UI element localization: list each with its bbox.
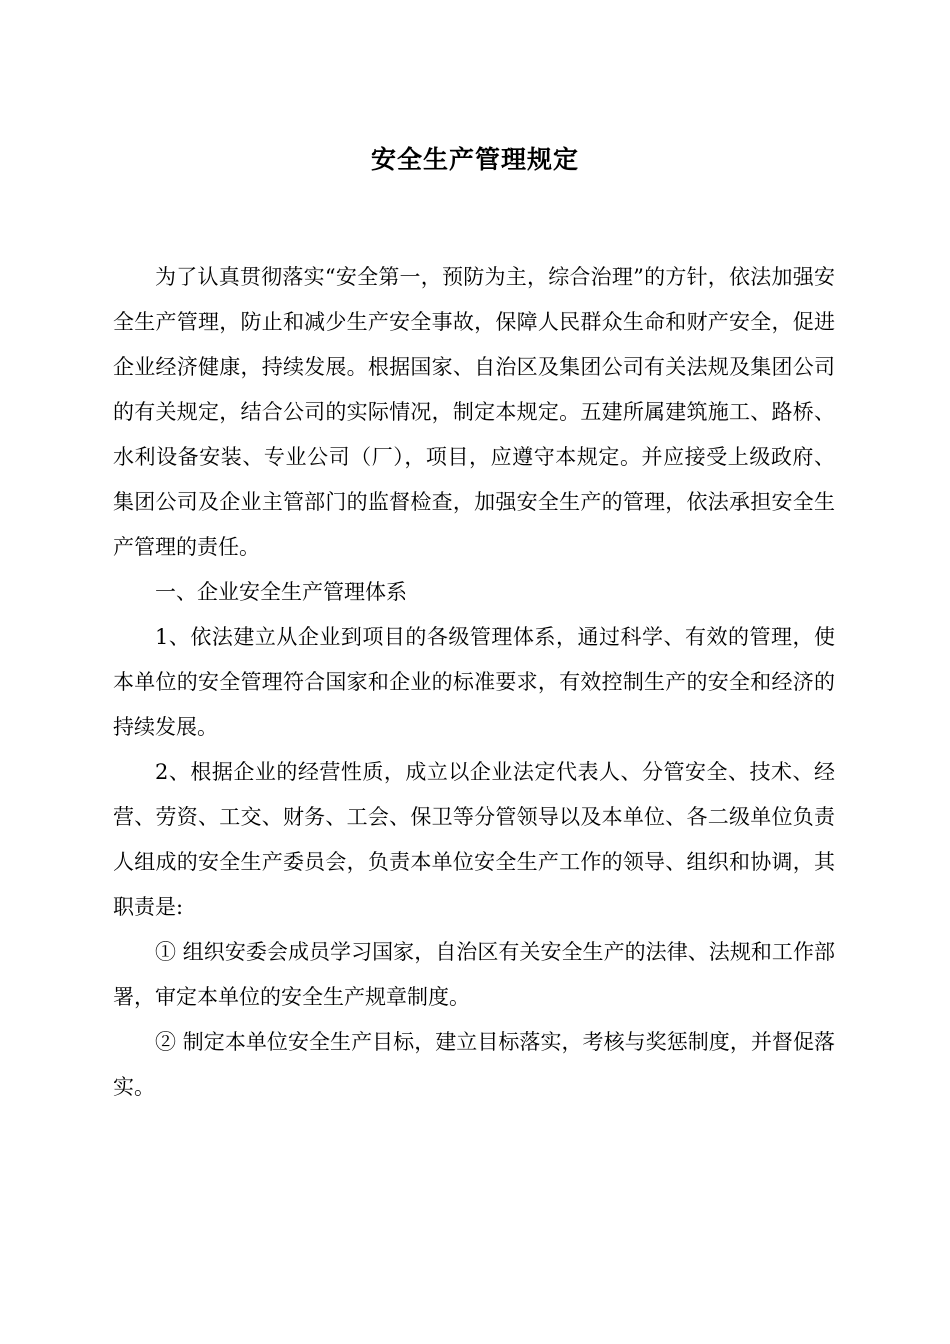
duty-item-2: ② 制定本单位安全生产目标，建立目标落实，考核与奖惩制度，并督促落实。	[113, 1030, 835, 1099]
clause-1: 1、依法建立从企业到项目的各级管理体系，通过科学、有效的管理，使本单位的安全管理符合国家和企业的标准要求，有效控制生产的安全和经济的持续发展。	[113, 625, 835, 739]
intro-paragraph: 为了认真贯彻落实“安全第一，预防为主，综合治理”的方针，依法加强安全生产管理，防止和减少生产安全事故，保障人民群众生命和财产安全，促进企业经济健康，持续发展。根据国家、自治区及集团公司有关法规及集团公司的有关规定，结合公司的实际情况，制定本规定。五建所属建筑施工、路桥、水利设备安装、专业公司（厂），项目，应遵守本规定。并应接受上级政府、集团公司及企业主管部门的监督检查，加强安全生产的管理，依法承担安全生产管理的责任。	[113, 265, 835, 559]
section-heading-1: 一、企业安全生产管理体系	[155, 580, 407, 604]
duty-item-1: ① 组织安委会成员学习国家，自治区有关安全生产的法律、法规和工作部署，审定本单位的安全生产规章制度。	[113, 940, 835, 1009]
document-body	[113, 255, 835, 1110]
page-title: 安全生产管理规定	[370, 145, 579, 174]
clause-2: 2、根据企业的经营性质，成立以企业法定代表人、分管安全、技术、经营、劳资、工交、财务、工会、保卫等分管领导以及本单位、各二级单位负责人组成的安全生产委员会，负责本单位安全生产工作的领导、组织和协调，其职责是:	[113, 760, 835, 919]
